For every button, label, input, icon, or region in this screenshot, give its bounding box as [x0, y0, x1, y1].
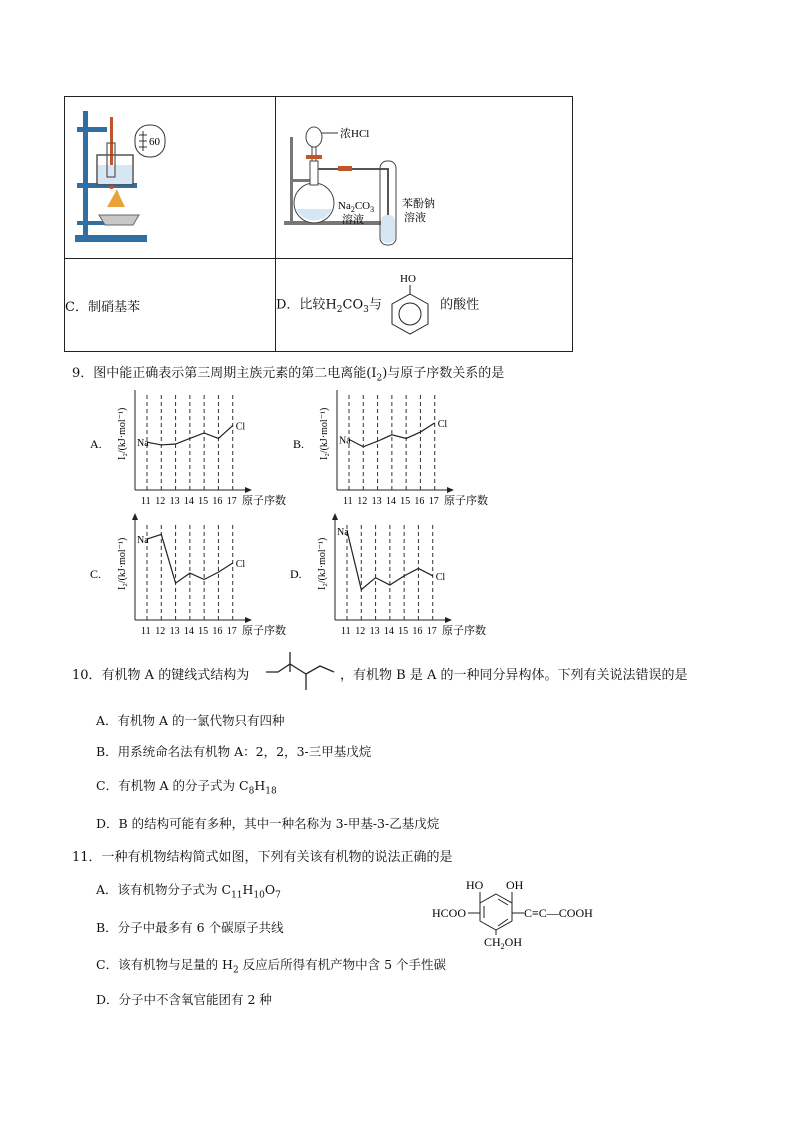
annotation-na: Na [137, 535, 149, 547]
svg-text:HCOO: HCOO [432, 906, 467, 920]
svg-text:HO: HO [466, 878, 484, 892]
question-9-stem: 9．图中能正确表示第三周期主族元素的第二电离能$(I_2)$与原子序数关系的是 [72, 366, 505, 384]
x-tick-label: 12 [357, 496, 368, 507]
x-axis-label: 原子序数 [242, 625, 286, 637]
phenolate-solution-label: 溶液 [404, 212, 426, 224]
x-tick-label: 13 [371, 496, 382, 507]
chart-option-label: C. [90, 567, 102, 581]
phenol-structure [386, 270, 436, 340]
x-axis-arrow [447, 487, 454, 493]
apparatus-d-cell [276, 97, 573, 259]
q10-option-d: D．B 的结构可能有多种，其中一种名称为 3-甲基-3-乙基戊烷 [96, 816, 440, 831]
chart-option-label: D. [290, 567, 302, 581]
x-tick-label: 15 [198, 496, 209, 507]
skeletal-structure-a [258, 650, 338, 695]
x-tick-label: 17 [426, 626, 437, 637]
conc-hcl-label: 浓HCl [340, 128, 370, 140]
y-axis-label: I₂/(kJ·mol⁻¹) [317, 537, 328, 590]
x-tick-label: 16 [212, 626, 223, 637]
x-tick-label: 12 [355, 626, 366, 637]
ionization-energy-charts [0, 390, 794, 640]
q11-option-a: A．该有机物分子式为 $C_{11}H_{10}O_7$ [96, 882, 281, 901]
q11-option-d: D．分子中不含氧官能团有 2 种 [96, 992, 272, 1007]
apparatus-c-cell [65, 97, 276, 259]
x-tick-label: 11 [343, 496, 353, 507]
x-axis-arrow [445, 617, 452, 623]
x-tick-label: 12 [155, 496, 166, 507]
x-tick-label: 15 [398, 626, 409, 637]
annotation-na: Na [339, 435, 351, 447]
svg-text:HO: HO [400, 273, 416, 285]
annotation-na: Na [137, 438, 149, 450]
x-tick-label: 11 [141, 626, 151, 637]
thermometer-reading: 60 [149, 136, 160, 148]
q10-option-c: C．有机物 A 的分子式为 $C_8H_{18}$ [96, 778, 277, 797]
nitration-apparatus-diagram [65, 97, 275, 254]
svg-text:C≡C—COOH: C≡C—COOH [524, 906, 593, 920]
svg-text:OH: OH [506, 878, 524, 892]
q11-option-b: B．分子中最多有 6 个碳原子共线 [96, 920, 284, 935]
experiment-table [64, 96, 573, 352]
x-tick-label: 17 [428, 496, 439, 507]
x-tick-label: 15 [400, 496, 411, 507]
question-10-stem-a: 10．有机物 A 的键线式结构为 [72, 668, 250, 683]
y-axis-label: I₂/(kJ·mol⁻¹) [117, 537, 128, 590]
y-axis-arrow [332, 513, 338, 520]
x-tick-label: 14 [385, 496, 396, 507]
x-tick-label: 13 [169, 496, 180, 507]
question-10-stem-b: ，有机物 B 是 A 的一种同分异构体。下列有关说法错误的是 [340, 668, 688, 683]
y-axis-label: I₂/(kJ·mol⁻¹) [319, 407, 330, 460]
annotation-na: Na [337, 526, 349, 538]
series-line [147, 426, 233, 445]
phenolate-label: 苯酚钠 [402, 198, 435, 210]
annotation-cl: Cl [437, 418, 448, 430]
x-tick-label: 11 [141, 496, 151, 507]
annotation-cl: Cl [435, 571, 446, 583]
x-tick-label: 14 [183, 496, 194, 507]
x-axis-arrow [245, 617, 252, 623]
x-axis-label: 原子序数 [242, 495, 286, 507]
x-axis-arrow [245, 487, 252, 493]
x-tick-label: 17 [226, 626, 237, 637]
q10-option-a: A．有机物 A 的一氯代物只有四种 [96, 713, 285, 728]
question-11-stem: 11．一种有机物结构简式如图，下列有关该有机物的说法正确的是 [72, 850, 453, 865]
x-tick-label: 12 [155, 626, 166, 637]
annotation-cl: Cl [235, 558, 246, 570]
na2co3-solution-label: 溶液 [342, 214, 364, 226]
option-d-caption: D．比较$H_2CO_3$与 HO 的酸性 [276, 259, 573, 352]
x-tick-label: 14 [183, 626, 194, 637]
x-tick-label: 13 [169, 626, 180, 637]
acidity-apparatus-diagram [276, 97, 572, 254]
x-tick-label: 14 [383, 626, 394, 637]
x-tick-label: 15 [198, 626, 209, 637]
x-tick-label: 17 [226, 496, 237, 507]
x-tick-label: 11 [341, 626, 351, 637]
x-tick-label: 16 [414, 496, 425, 507]
x-axis-label: 原子序数 [442, 625, 486, 637]
chart-option-label: B. [293, 437, 305, 451]
na2co3-label: $Na_2CO_3$ [338, 200, 375, 214]
chart-option-label: A. [90, 437, 102, 451]
option-c-caption: C．制硝基苯 [65, 259, 276, 352]
q10-option-b: B．用系统命名法有机物 A：2，2，3-三甲基戊烷 [96, 744, 372, 759]
y-axis-label: I₂/(kJ·mol⁻¹) [117, 407, 128, 460]
y-axis-arrow [132, 513, 138, 520]
x-axis-label: 原子序数 [444, 495, 488, 507]
annotation-cl: Cl [235, 421, 246, 433]
x-tick-label: 13 [369, 626, 380, 637]
x-tick-label: 16 [212, 496, 223, 507]
q11-option-c: C．该有机物与足量的 $H_2$ 反应后所得有机产物中含 5 个手性碳 [96, 957, 447, 976]
svg-text:CH2OH: $CH_2OH$ [484, 935, 523, 951]
q11-molecule-structure [428, 872, 608, 952]
x-tick-label: 16 [412, 626, 423, 637]
